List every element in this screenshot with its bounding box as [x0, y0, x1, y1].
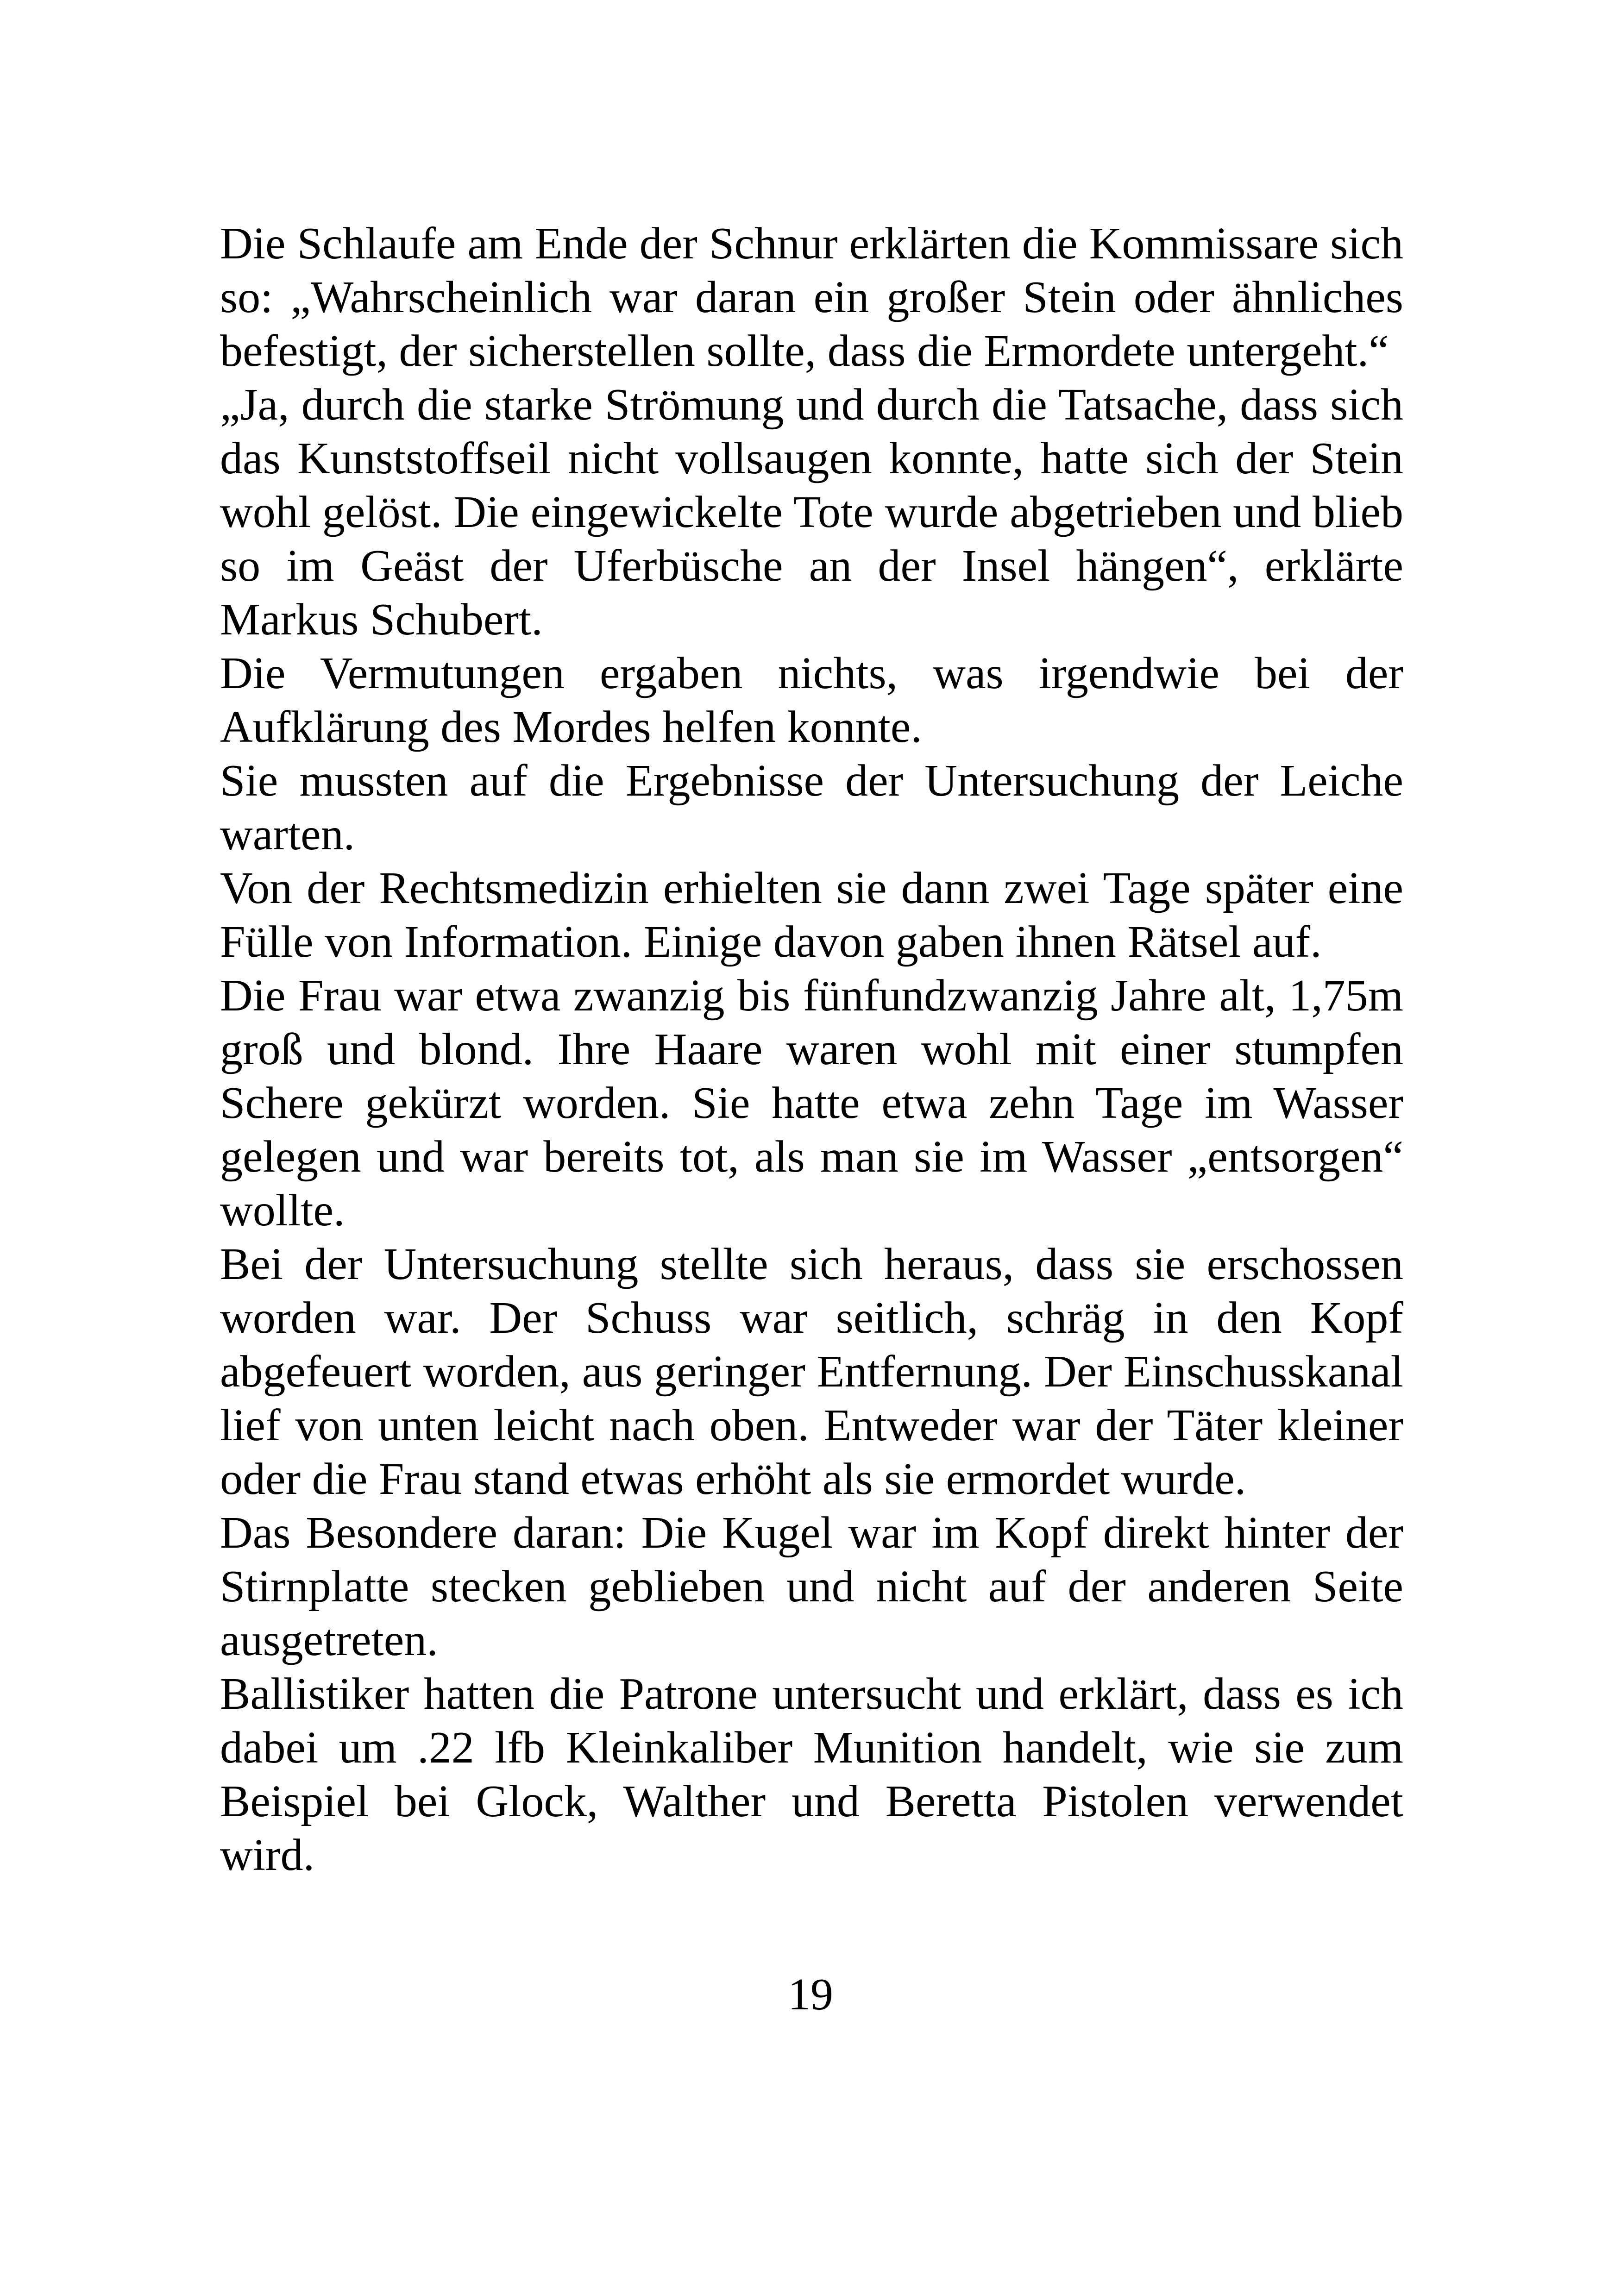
paragraph-9: Ballistiker hatten die Patrone untersucht und erklärt, dass es ich dabei um .22 lfb Kleinkaliber Munition handelt, wie sie zum Beispiel bei Glock, Walther und Beretta Pistolen verwendet wird.: [220, 1669, 1403, 1880]
paragraph-6: Die Frau war etwa zwanzig bis fünfundzwanzig Jahre alt, 1,75m groß und blond. Ihre Haare waren wohl mit einer stumpfen Schere gekürzt worden. Sie hatte etwa zehn Tage im Wasser gelegen und war bereits tot, als man sie im Wasser „entsorgen“ wollte.: [220, 971, 1403, 1236]
body-text: [220, 217, 1403, 1882]
paragraph-7: Bei der Untersuchung stellte sich heraus, dass sie erschossen worden war. Der Schuss war seitlich, schräg in den Kopf abgefeuert worden, aus geringer Entfernung. Der Einschusskanal lief von unten leicht nach oben. Entweder war der Täter kleiner oder die Frau stand etwas erhöht als sie ermordet wurde.: [220, 1239, 1403, 1504]
paragraph-8: Das Besondere daran: Die Kugel war im Kopf direkt hinter der Stirnplatte stecken geblieben und nicht auf der anderen Seite ausgetreten.: [220, 1508, 1403, 1665]
paragraph-1: Die Schlaufe am Ende der Schnur erklärten die Kommissare sich so: „Wahrscheinlich war daran ein großer Stein oder ähnliches befestigt, der sicherstellen sollte, dass die Ermordete untergeht.“: [220, 219, 1403, 376]
paragraph-4: Sie mussten auf die Ergebnisse der Untersuchung der Leiche warten.: [220, 756, 1403, 859]
page-number: 19: [788, 1970, 833, 2020]
paragraph-3: Die Vermutungen ergaben nichts, was irgendwie bei der Aufklärung des Mordes helfen konnte.: [220, 648, 1403, 752]
paragraph-2: „Ja, durch die starke Strömung und durch die Tatsache, dass sich das Kunststoffseil nicht vollsaugen konnte, hatte sich der Stein wohl gelöst. Die eingewickelte Tote wurde abgetrieben und blieb so im Geäst der Uferbüsche an der Insel hängen“, erklärte Markus Schubert.: [220, 380, 1403, 645]
paragraph-5: Von der Rechtsmedizin erhielten sie dann zwei Tage später eine Fülle von Information. Einige davon gaben ihnen Rätsel auf.: [220, 863, 1403, 967]
